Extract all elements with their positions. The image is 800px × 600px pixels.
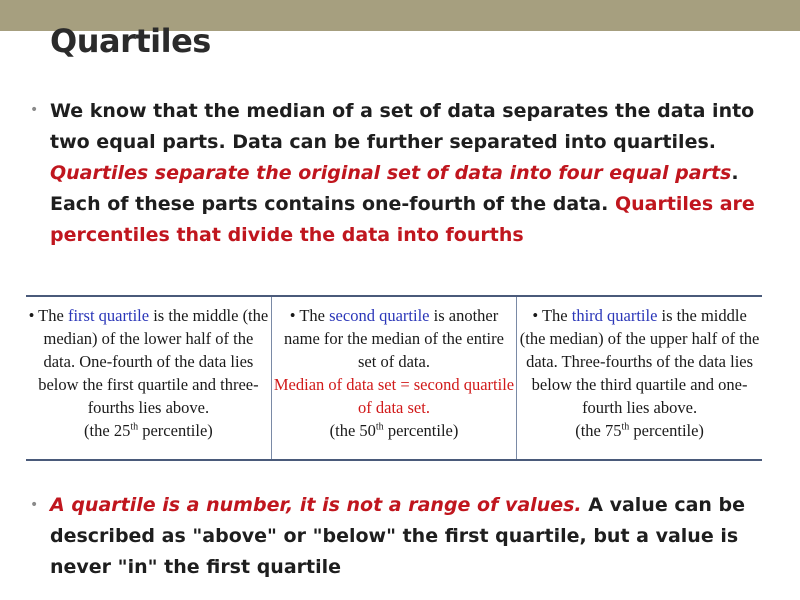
intro-highlight-1: Quartiles separate the original set of data into four equal parts [50,162,732,184]
percentile-suffix: th [375,421,384,433]
cell-lead: • The [532,306,572,325]
percentile-label: (the 25 [84,421,131,440]
note-highlight: A quartile is a number, it is not a range of values. [50,494,582,516]
percentile-label: (the 50 [329,421,376,440]
median-equals-note: Median of data set = second quartile of data set. [273,375,515,417]
third-quartile-body: is the middle (the median) of the upper half of the data. Three-fourths of the data lies below the third quartile and one-fourth lies above. [519,306,760,417]
second-quartile-term: second quartile [329,306,430,325]
third-quartile-term: third quartile [571,306,658,325]
bullet-dot-icon: • [30,497,39,513]
quartile-note-bullet [30,490,770,583]
intro-text-1: We know that the median of a set of data separates the data into two equal parts. Data can be further separated into quartiles. [50,100,755,153]
second-quartile-cell [271,296,516,460]
intro-highlight-2: Quartiles are percentiles that divide the data into fourths [50,193,755,246]
first-quartile-body: is the middle (the median) of the lower half of the data. One-fourth of the data lies below the first quartile and three-fourths lies above. [38,306,269,417]
second-quartile-body: is another name for the median of the entire set of data. [284,306,504,371]
intro-text-2: . Each of these parts contains one-fourth of the data. [50,162,739,215]
bullet-dot-icon: • [30,102,39,118]
table-row [26,296,762,460]
percentile-label-end: percentile) [383,421,459,440]
third-quartile-cell [517,296,762,460]
percentile-suffix: th [621,421,630,433]
first-quartile-cell [26,296,271,460]
slide-title: Quartiles [50,22,211,60]
intro-bullet [30,96,770,251]
cell-lead: • The [289,306,330,325]
cell-lead: • The [28,306,68,325]
note-text: A value can be described as "above" or "below" the first quartile, but a value is never "in" the first quartile [50,494,746,578]
intro-paragraph [50,96,770,251]
percentile-label-end: percentile) [629,421,704,440]
percentile-suffix: th [130,421,139,433]
percentile-label-end: percentile) [138,421,213,440]
percentile-label: (the 75 [575,421,622,440]
note-paragraph [50,490,770,583]
quartile-table [26,295,762,461]
first-quartile-term: first quartile [67,306,150,325]
